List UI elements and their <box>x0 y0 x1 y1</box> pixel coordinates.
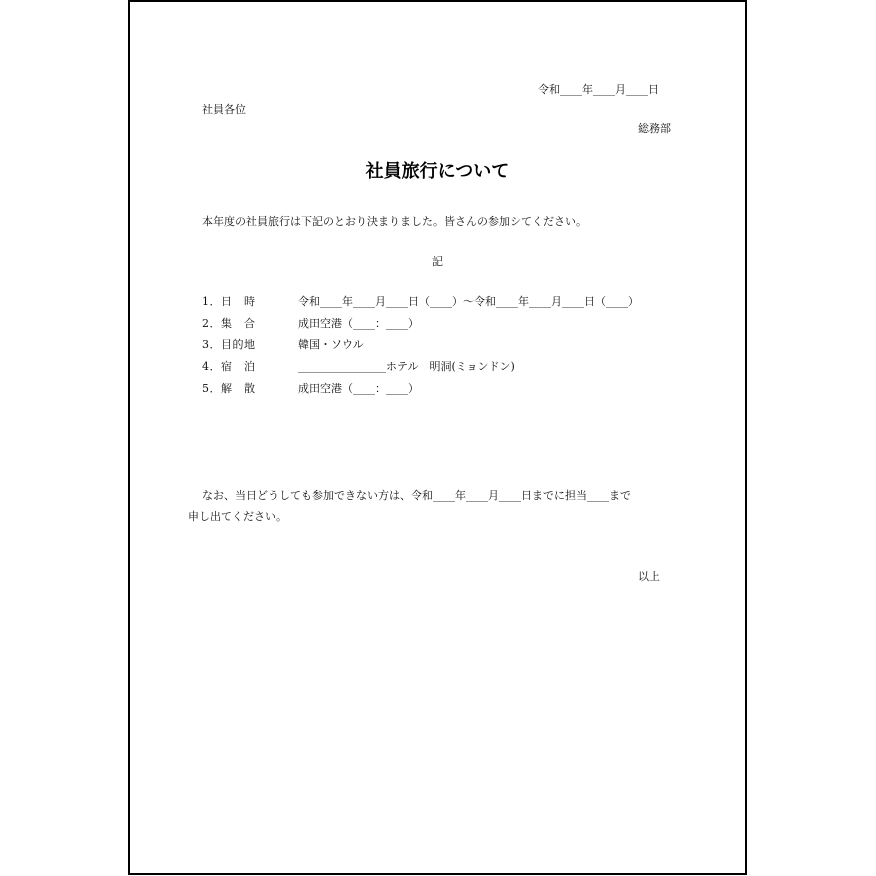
item-value-lodging: ________________ホテル 明洞(ミョンドン) <box>298 360 515 373</box>
item-value-dismissal: 成田空港（____：____） <box>298 382 419 395</box>
item-value-datetime: 令和____年____月____日（____）～令和____年____月____日（____） <box>298 295 639 308</box>
document-title: 社員旅行について <box>365 161 510 182</box>
item-label-lodging: 4．宿 泊 <box>202 360 256 373</box>
item-label-destination: 3．目的地 <box>202 338 256 351</box>
item-value-destination: 韓国・ソウル <box>298 338 364 351</box>
ki-heading: 記 <box>432 255 443 268</box>
item-label-meeting: 2．集 合 <box>202 317 256 330</box>
document-page <box>128 0 747 875</box>
closing-text: 以上 <box>638 570 660 583</box>
intro-text: 本年度の社員旅行は下記のとおり決まりました。皆さんの参加シてください。 <box>202 215 587 228</box>
note-line-2: 申し出てください。 <box>188 510 287 523</box>
item-label-datetime: 1．日 時 <box>202 295 256 308</box>
addressee: 社員各位 <box>202 103 246 116</box>
sender: 総務部 <box>638 122 671 135</box>
note-line-1: なお、当日どうしても参加できない方は、令和____年____月____日までに担当____まで <box>202 489 631 502</box>
item-value-meeting: 成田空港（____：____） <box>298 317 419 330</box>
item-label-dismissal: 5．解 散 <box>202 382 256 395</box>
date-line: 令和____年____月____日 <box>538 83 659 96</box>
